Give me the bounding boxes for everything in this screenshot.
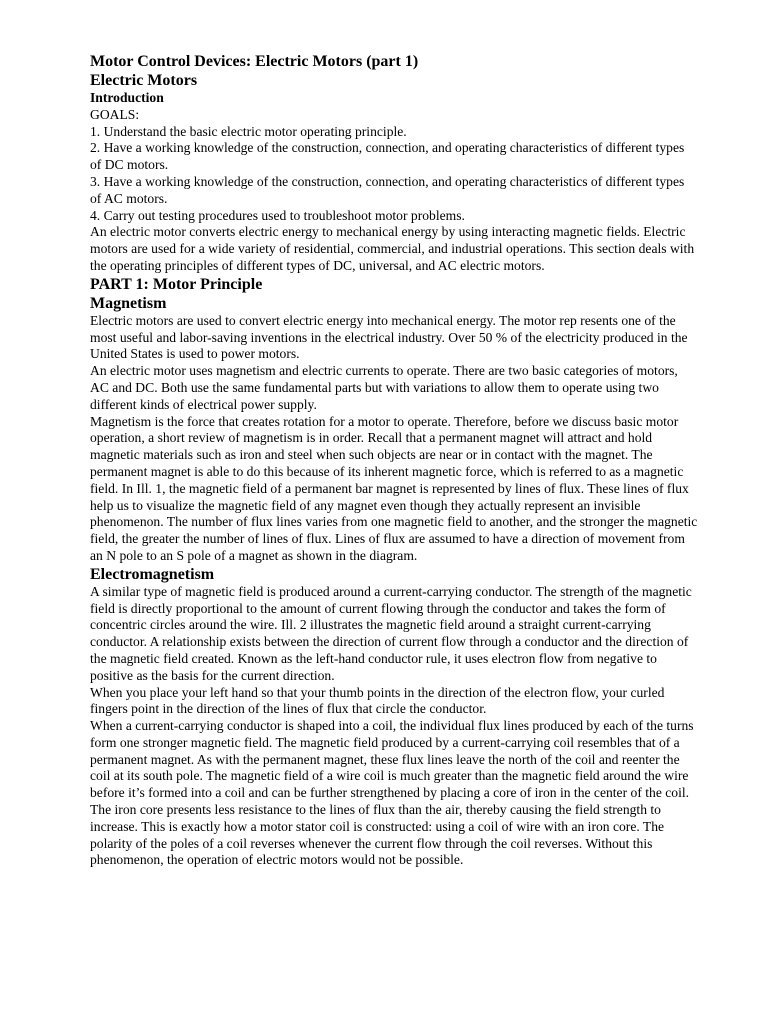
magnetism-paragraph: Magnetism is the force that creates rotation for a motor to operate. Therefore, before we discuss basic motor operation, a short review of magnetism is in order. Recall that a permanent magnet will attract and hold magnetic materials such as iron and steel when such objects are near or in contact with the magnet. The permanent magnet is able to do this because of its inherent magnetic force, which is referred to as a magnetic field. In Ill. 1, the magnetic field of a permanent bar magnet is represented by lines of flux. These lines of flux help us to visualize the magnetic field of any magnet even though they actually represent an invisible phenomenon. The number of flux lines varies from one magnetic field to another, and the stronger the magnetic field, the greater the number of lines of flux. Lines of flux are assumed to have a direction of movement from an N pole to an S pole of a magnet as shown in the diagram.: [90, 413, 698, 563]
goal-item: 2. Have a working knowledge of the construction, connection, and operating characteristics of different types of DC motors.: [90, 140, 685, 173]
magnetism-paragraph: Electric motors are used to convert electric energy into mechanical energy. The motor rep resents one of the most useful and labor-saving inventions in the electrical industry. Over 50 % of the electricity produced in the United States is used to power motors.: [90, 312, 688, 362]
electromagnetism-paragraph: When a current-carrying conductor is shaped into a coil, the individual flux lines produced by each of the turns form one stronger magnetic field. The magnetic field produced by a current-carrying coil resembles that of a permanent magnet. As with the permanent magnet, these flux lines leave the north of the coil and reenter the coil at its south pole. The magnetic field of a wire coil is much greater than the magnetic field around the wire before it’s formed into a coil and can be further strengthened by placing a core of iron in the center of the coil. The iron core presents less resistance to the lines of flux than the air, thereby causing the field strength to increase. This is exactly how a motor stator coil is constructed: using a coil of wire with an iron core. The polarity of the poles of a coil reverses whenever the current flow through the coil reverses. Without this phenomenon, the operation of electric motors would not be possible.: [90, 718, 694, 868]
magnetism-heading: Magnetism: [90, 294, 167, 312]
section-heading-electric-motors: Electric Motors: [90, 72, 198, 89]
electromagnetism-heading: Electromagnetism: [90, 565, 215, 583]
intro-heading: Introduction: [90, 90, 164, 105]
goal-item: 1. Understand the basic electric motor operating principle.: [90, 123, 407, 139]
goal-item: 3. Have a working knowledge of the construction, connection, and operating characteristics of different types of AC motors.: [90, 173, 685, 206]
document-title: Motor Control Devices: Electric Motors (part 1): [90, 53, 419, 70]
magnetism-paragraph: An electric motor uses magnetism and electric currents to operate. There are two basic categories of motors, AC and DC. Both use the same fundamental parts but with variations to allow them to operate using two different kinds of electrical power supply.: [90, 363, 678, 412]
goal-item: 4. Carry out testing procedures used to troubleshoot motor problems.: [90, 207, 465, 223]
intro-paragraph: An electric motor converts electric energy to mechanical energy by using interacting magnetic fields. Electric motors are used for a wide variety of residential, commercial, and industrial operations. This section deals with the operating principles of different types of DC, universal, and AC electric motors.: [90, 224, 695, 273]
document-body: [90, 52, 698, 869]
part1-heading: PART 1: Motor Principle: [90, 275, 263, 293]
goals-label: GOALS:: [90, 106, 140, 122]
electromagnetism-paragraph: When you place your left hand so that your thumb points in the direction of the electron flow, your curled fingers point in the direction of the lines of flux that circle the conductor.: [90, 684, 665, 717]
electromagnetism-paragraph: A similar type of magnetic field is produced around a current-carrying conductor. The strength of the magnetic field is directly proportional to the amount of current flowing through the conductor and takes the form of concentric circles around the wire. Ill. 2 illustrates the magnetic field around a straight current-carrying conductor. A relationship exists between the direction of current flow through a conductor and the direction of the magnetic field created. Known as the left-hand conductor rule, it uses electron flow from negative to positive as the basis for the current direction.: [90, 583, 692, 683]
